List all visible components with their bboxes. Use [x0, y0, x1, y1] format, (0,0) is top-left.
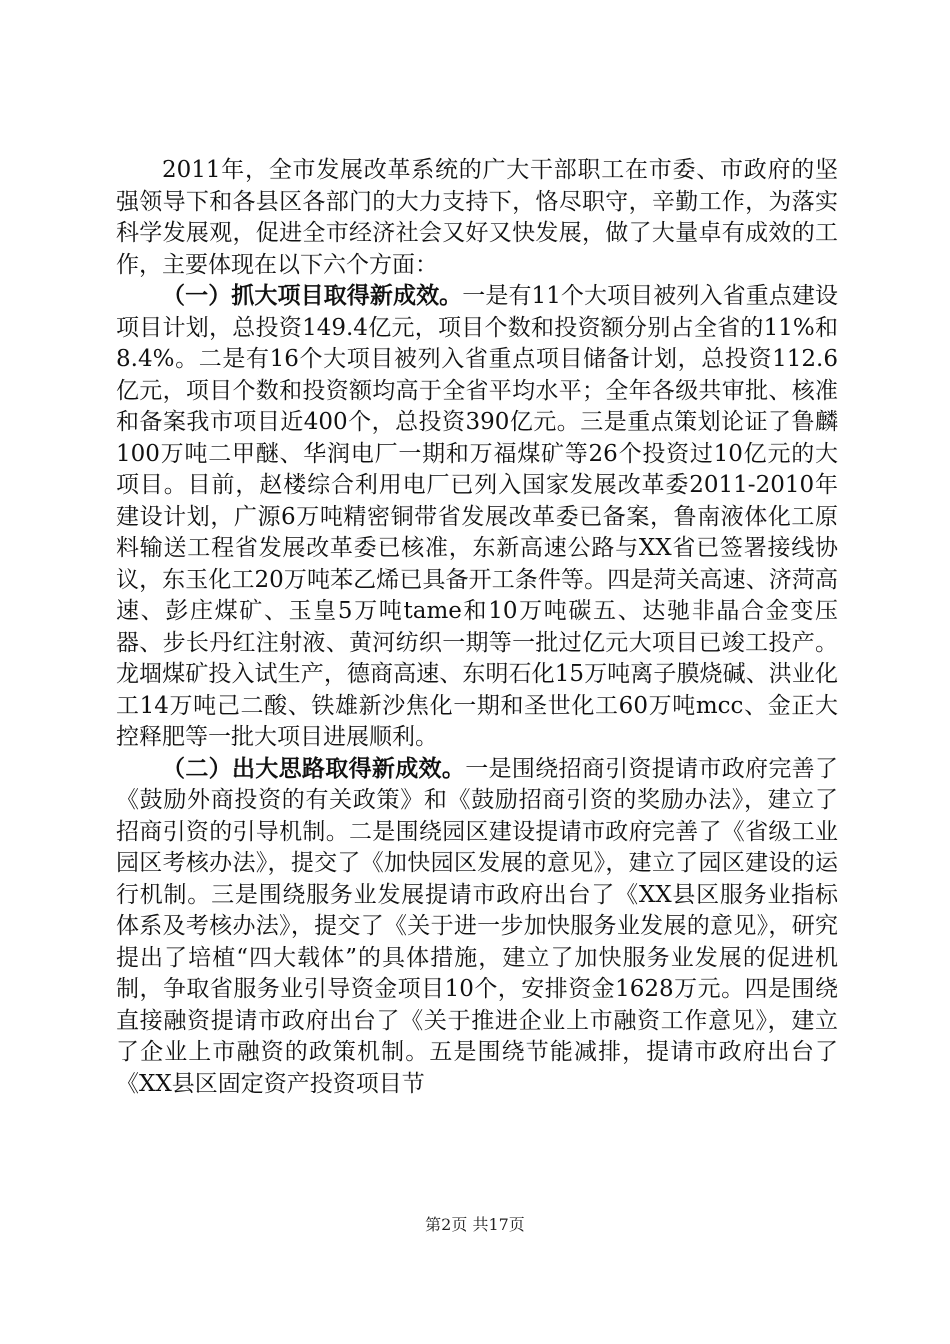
paragraph-text: 2011年，全市发展改革系统的广大干部职工在市委、市政府的坚强领导下和各县区各部门的大力支持下，恪尽职守，辛勤工作，为落实科学发展观，促进全市经济社会又好又快发展，做了大量卓有成效的工作，主要体现在以下六个方面：	[116, 157, 838, 278]
section-heading: （一）抓大项目取得新成效。	[162, 283, 463, 309]
document-body	[116, 155, 838, 1100]
paragraph-section-2	[116, 754, 838, 1101]
paragraph-text: 一是围绕招商引资提请市政府完善了《鼓励外商投资的有关政策》和《鼓励招商引资的奖励办法》，建立了招商引资的引导机制。二是围绕园区建设提请市政府完善了《省级工业园区考核办法》，提交了《加快园区发展的意见》，建立了园区建设的运行机制。三是围绕服务业发展提请市政府出台了《XX县区服务业指标体系及考核办法》，提交了《关于进一步加快服务业发展的意见》，研究提出了培植“四大载体”的具体措施，建立了加快服务业发展的促进机制，争取省服务业引导资金项目10个，安排资金1628万元。四是围绕直接融资提请市政府出台了《关于推进企业上市融资工作意见》，建立了企业上市融资的政策机制。五是围绕节能减排，提请市政府出台了《XX县区固定资产投资项目节	[116, 755, 839, 1097]
paragraph-text: 一是有11个大项目被列入省重点建设项目计划，总投资149.4亿元，项目个数和投资额分别占全省的11%和8.4%。二是有16个大项目被列入省重点项目储备计划，总投资112.6亿元，项目个数和投资额均高于全省平均水平；全年各级共审批、核准和备案我市项目近400个，总投资390亿元。三是重点策划论证了鲁麟100万吨二甲醚、华润电厂一期和万福煤矿等26个投资过10亿元的大项目。目前，赵楼综合利用电厂已列入国家发展改革委2011-2010年建设计划，广源6万吨精密铜带省发展改革委已备案，鲁南液体化工原料输送工程省发展改革委已核准，东新高速公路与XX省已签署接线协议，东玉化工20万吨苯乙烯已具备开工条件等。四是菏关高速、济菏高速、彭庄煤矿、玉皇5万吨tame和10万吨碳五、达驰非晶合金变压器、步长丹红注射液、黄河纺织一期等一批过亿元大项目已竣工投产。龙堌煤矿投入试生产，德商高速、东明石化15万吨离子膜烧碱、洪业化工14万吨己二酸、铁雄新沙焦化一期和圣世化工60万吨mcc、金正大控释肥等一批大项目进展顺利。	[116, 283, 838, 750]
section-heading: （二）出大思路取得新成效。	[162, 755, 466, 782]
paragraph-section-1	[116, 281, 838, 754]
paragraph-intro	[116, 155, 838, 281]
page-number-footer: 第2页 共17页	[425, 1215, 525, 1234]
